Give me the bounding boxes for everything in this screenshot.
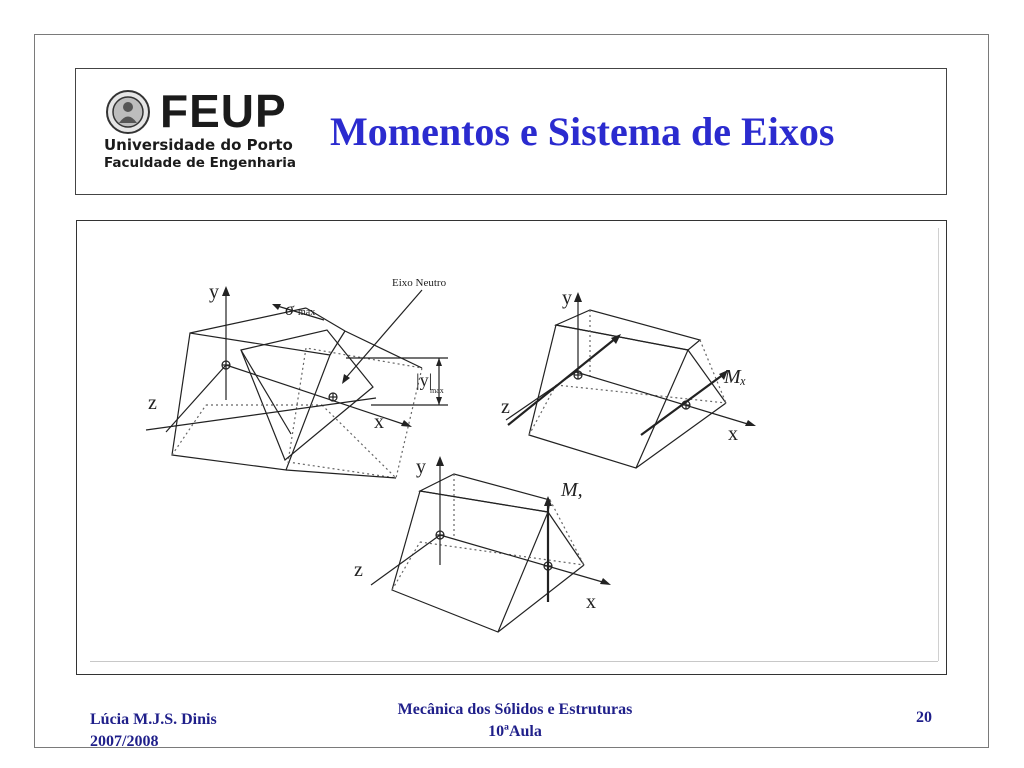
y-max-sub: max xyxy=(430,386,444,395)
footer-author-block xyxy=(90,709,217,753)
university-seal-icon xyxy=(102,90,156,138)
moment-x-label: Mₓ xyxy=(724,366,747,388)
feup-logo xyxy=(102,85,302,180)
moment-y-label: M, xyxy=(561,479,583,501)
sigma-sub: max xyxy=(298,307,316,318)
block1-y-label: y xyxy=(209,281,219,303)
footer-course-block xyxy=(350,699,680,743)
logo-university-name: Universidade do Porto xyxy=(104,136,293,154)
block2-z-label: z xyxy=(501,396,510,418)
y-max-label: |y| xyxy=(416,370,433,390)
block2-y-label: y xyxy=(562,287,572,309)
beam-block-neutral-axis xyxy=(146,286,448,478)
block1-x-label: x xyxy=(374,411,384,433)
neutral-plane xyxy=(241,330,373,460)
block2-x-label: x xyxy=(728,423,738,445)
block1-z-label: z xyxy=(148,392,157,414)
block3-z-label: z xyxy=(354,559,363,581)
footer-course-name: Mecânica dos Sólidos e Estruturas xyxy=(397,701,633,718)
beam-moments-diagram xyxy=(76,220,947,675)
slide-title: Momentos e Sistema de Eixos xyxy=(330,109,835,154)
block3-y-label: y xyxy=(416,456,426,478)
footer-author: Lúcia M.J.S. Dinis xyxy=(90,711,217,728)
sigma-label: σ xyxy=(285,299,294,319)
footer-lesson: 10ªAula xyxy=(488,723,542,740)
footer-year: 2007/2008 xyxy=(90,733,159,750)
logo-faculty-name: Faculdade de Engenharia xyxy=(104,155,296,171)
feup-wordmark: FEUP xyxy=(160,85,287,137)
page-number: 20 xyxy=(916,709,932,726)
block1-front-face xyxy=(172,333,330,470)
block2-front-face xyxy=(529,325,688,468)
beam-block-moment-x xyxy=(506,292,756,468)
neutral-axis-label: Eixo Neutro xyxy=(392,277,447,289)
block3-x-label: x xyxy=(586,591,596,613)
